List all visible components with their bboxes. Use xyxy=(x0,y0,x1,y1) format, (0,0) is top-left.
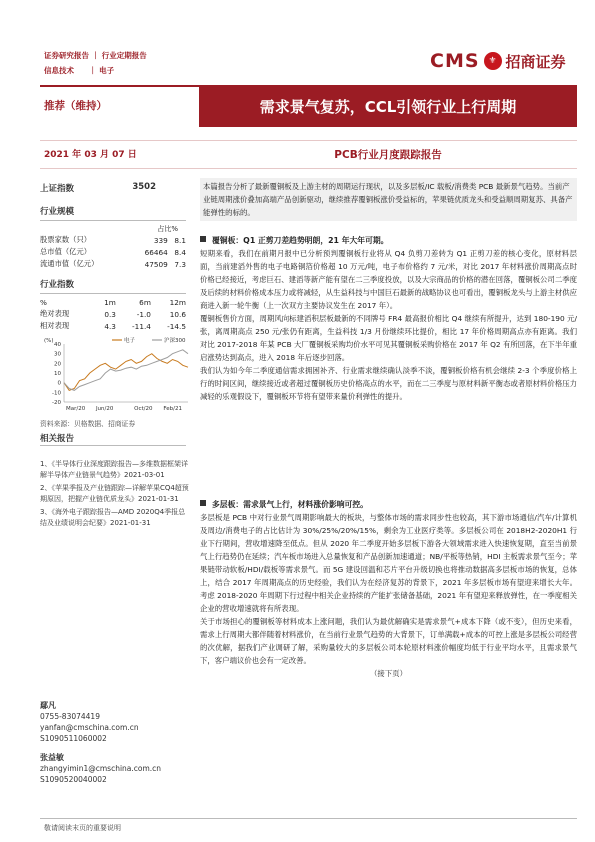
cell: 总市值（亿元） xyxy=(40,247,92,256)
sector-line: 信息技术 ｜ 电子 xyxy=(44,66,115,75)
table-row xyxy=(40,258,186,270)
related-item[interactable]: 1、《半导体行业深度跟踪报告—多维数据框架详解半导体产业链景气趋势》2021-03-01 xyxy=(40,460,188,479)
y-tick-label: 10 xyxy=(54,371,61,377)
related-item[interactable]: 2、《苹果季报及产业链跟踪—详解苹果CQ4超预期原因，把握产业链优质龙头》2021-01-31 xyxy=(40,484,189,503)
logo-cms-text: CMS xyxy=(430,50,480,72)
author-name: 鄢凡 xyxy=(40,701,56,710)
perf-table xyxy=(40,297,186,332)
continue-note: （接下页） xyxy=(370,669,407,678)
footer-note: 敬请阅读末页的重要说明 xyxy=(44,824,121,832)
bullet-icon xyxy=(200,236,206,242)
related-list xyxy=(40,459,190,531)
author-1 xyxy=(40,700,190,744)
cell: -14.5 xyxy=(167,321,186,331)
divider xyxy=(40,168,577,169)
related-item[interactable]: 3、《海外电子跟踪报告—AMD 2020Q4季报总结及业绩说明会纪要》2021-01-31 xyxy=(40,508,186,527)
cell: 8.4 xyxy=(174,247,186,257)
cell: 47509 xyxy=(144,259,168,269)
section-1 xyxy=(200,234,577,403)
y-tick-label: 40 xyxy=(54,342,61,348)
abstract: 本篇报告分析了最新覆铜板及上游主材的周期运行现状，以及多层板/IC 载板/消费类 PCB 最新景气趋势。当前产业链周期涨价叠加高端产品创新驱动，继续推荐覆铜板涨价受益标的，苹果链优质龙头和受益顺周期复苏、具备产能弹性的标的。 xyxy=(200,178,577,221)
legend-label: 电子 xyxy=(124,338,136,344)
cell: 4.3 xyxy=(104,321,116,331)
series-line-csi300 xyxy=(64,350,188,391)
section-2 xyxy=(200,498,577,680)
divider xyxy=(40,293,186,294)
cell: 绝对表现 xyxy=(40,309,70,318)
footer-divider xyxy=(40,818,577,819)
paragraph: 多层板是 PCB 中对行业景气周期影响最大的板块，与整体市场的需求同步性也较高，其下游市场通信/汽车/计算机及周边/消费电子的占比估计为 30%/25%/20%/15%，剩余为工业医疗类等。多层板公司在 2018H2-2020H1 行业下行期间，营收增速降至低点。但从 2020 年二季度开始多层板下游各大领域需求进入快速恢复期，直至当前景气上行趋势仍在延续；汽车板市场进入总量恢复和产品创新加速通道；NB/平板等热销，HDI 主板需求景气至今；苹果链带动软板/HDI/载板等需求景气。而 5G 建设回温和芯片平台升级切换也将推动数据高多层板市场的恢复，总体上，结合 2017 年周期高点的历史经验，我们认为在经济复苏的背景下，2021 年多层板市场有望迎来增长大年。考虑 2018-2020 年周期下行过程中相关企业持续的产能扩张储备基础，2021 年有望迎来释放弹性，在一季度相关企业的营收增速就将有所表现。 xyxy=(200,513,577,613)
author-name: 张益敏 xyxy=(40,753,64,762)
report-type-line: 证券研究报告 ｜ 行业定期报告 xyxy=(44,51,147,60)
cell: 7.3 xyxy=(174,259,186,269)
author-2 xyxy=(40,752,190,785)
industry-perf-heading: 行业指数 xyxy=(40,280,75,290)
performance-chart xyxy=(42,336,192,414)
y-tick-label: -10 xyxy=(52,390,61,397)
cell: -11.4 xyxy=(132,321,151,331)
industry-scale-heading: 行业规模 xyxy=(40,207,75,217)
divider xyxy=(40,140,577,141)
index-block xyxy=(40,182,190,194)
x-tick-label: Jun/20 xyxy=(95,406,114,412)
scale-col-header: 占比% xyxy=(157,225,178,233)
section-heading-text: 多层板：需求景气上行，材料涨价影响可控。 xyxy=(212,500,368,509)
cell: 66464 xyxy=(144,247,168,257)
x-tick-label: Feb/21 xyxy=(163,406,182,412)
table-row xyxy=(40,246,186,258)
author-email[interactable]: yanfan@cmschina.com.cn xyxy=(40,723,139,732)
author-email[interactable]: zhangyimin1@cmschina.com.cn xyxy=(40,764,162,773)
industry-perf xyxy=(40,278,190,332)
table-row xyxy=(40,234,186,246)
cell: 10.6 xyxy=(169,309,186,319)
y-tick-label: 30 xyxy=(54,351,61,358)
rating: 推荐（维持） xyxy=(44,100,107,112)
cms-logo xyxy=(430,44,576,78)
cell: 0.3 xyxy=(104,309,116,319)
related-heading: 相关报告 xyxy=(40,434,75,444)
cell: 股票家数（只） xyxy=(40,235,92,244)
index-value: 3502 xyxy=(132,182,156,192)
report-subtitle: PCB行业月度跟踪报告 xyxy=(334,149,442,161)
cell: -1.0 xyxy=(136,309,151,319)
divider xyxy=(40,445,186,446)
cell: 339 xyxy=(153,235,168,245)
divider xyxy=(40,220,186,221)
legend-label: 沪深300 xyxy=(164,338,186,344)
index-label: 上证指数 xyxy=(40,184,75,194)
cell: % xyxy=(40,298,47,307)
logo-cn-text: 招商证券 xyxy=(505,52,566,71)
table-row xyxy=(40,320,186,332)
scale-table xyxy=(40,234,186,270)
page-title: 需求景气复苏，CCL引领行业上行周期 xyxy=(199,87,577,127)
bullet-icon xyxy=(200,500,206,506)
section-heading xyxy=(200,234,577,247)
cell: 1m xyxy=(104,298,116,307)
cell: 8.1 xyxy=(174,235,186,245)
x-tick-label: Mar/20 xyxy=(66,406,86,412)
author-id: S1090511060002 xyxy=(40,734,107,743)
author-phone: 0755-83074419 xyxy=(40,712,100,721)
logo-seal-icon: ⚜ xyxy=(484,52,502,70)
section-heading-text: 覆铜板：Q1 正剪刀差趋势明朗，21 年大年可期。 xyxy=(212,236,389,245)
industry-scale xyxy=(40,205,190,270)
y-axis-label: (%) xyxy=(44,338,54,344)
paragraph: 我们认为如今年二季度通信需求拥困补齐、行业需求继续确认淡季不淡，覆铜板价格有机会继续 2-3 个季度价格上行的时间区间，继续接近或者超过覆铜板历史价格高点的水平，而在二三季度与原材料新平衡态或者原材料价格压力减轻的乐观假设下，覆铜板环节将有望带来量价利弹性的提升。 xyxy=(200,366,577,401)
paragraph: 关于市场担心的覆铜板等材料成本上涨问题，我们认为最优解确实是需求景气+成本下降（或不变），但历史来看，需求上行周期大都伴随着材料涨价，在当前行业景气趋势的大背景下，订单满载+成本的可控上涨是多层板公司经营的次优解，据我们产业调研了解，采购量较大的多层板公司本轮原材料涨价幅度均低于行业平均水平，且需求景气下，客户端议价也会有一定改善。 xyxy=(200,617,577,665)
table-row xyxy=(40,308,186,320)
paragraph: 短期来看，我们在前期月报中已分析预判覆铜板行业将从 Q4 负剪刀差转为 Q1 正剪刀差的核心变化，原材料层面，当前建滔外售的电子电路铜箔价格超 10 万元/吨，电子布价格约 7 元/米，对比 2017 年材料涨价周期高点时价格已经接近，考虑巨石、建滔等新产能有望在二三季度投放，以及大宗商品的价格的潜在回落，覆铜板公司二季度及后续的材料价格成本压力或将减轻，从生益科技与中国巨石最新的战略协议也可看出，覆铜板龙头与上游主材供应商进入新一轮牛衡（上一次双方主要协议发生在 2017 年）。 xyxy=(200,249,577,310)
y-tick-label: 0 xyxy=(57,380,61,387)
section-heading xyxy=(200,498,577,511)
paragraph: 覆铜板售价方面，周期风向标建滔积层板最新的不同牌号 FR4 最高报价相比 Q4 继续有所提升，达到 180-190 元/张，离周期高点 250 元/张仍有距离，生益科技 1/3 月份继续环比提价，相比 17 年价格周期高点亦有距离。我们对比 2017-2018 年某 PCB 大厂覆铜板采购均价水平可见其覆铜板采购价格在 2017 年 Q2 有所回落，在下半年重启涨势达到高点，进入 2018 年后逐步回落。 xyxy=(200,314,577,362)
y-tick-label: 20 xyxy=(54,361,61,368)
x-tick-label: Oct/20 xyxy=(134,406,153,412)
chart-source: 资料来源：贝格数据、招商证券 xyxy=(40,420,136,428)
table-header-row xyxy=(40,297,186,308)
report-date: 2021 年 03 月 07 日 xyxy=(44,150,137,160)
author-id: S1090520040002 xyxy=(40,775,107,784)
cell: 流通市值（亿元） xyxy=(40,259,99,268)
cell: 相对表现 xyxy=(40,321,70,330)
y-tick-label: -20 xyxy=(52,400,61,406)
cell: 12m xyxy=(169,298,186,307)
cell: 6m xyxy=(139,298,151,307)
